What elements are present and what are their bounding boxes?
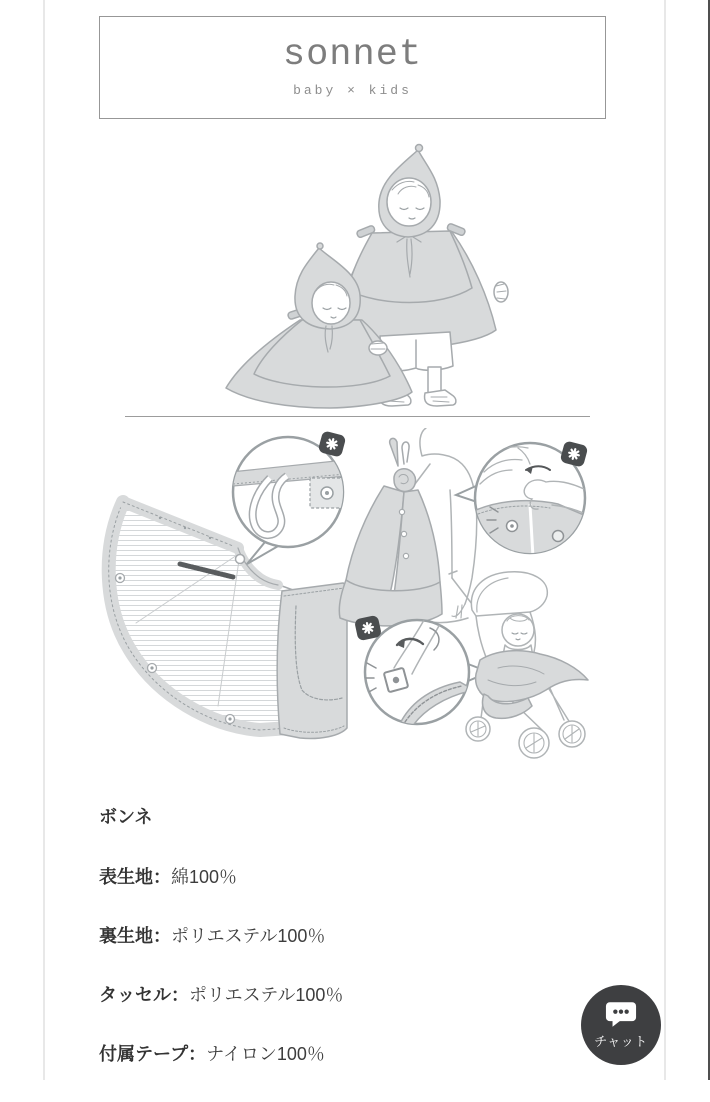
person-with-bag (339, 428, 477, 626)
cape-usage-diagram (100, 428, 610, 788)
spec-row-tassel (99, 984, 343, 1006)
spec-separator: ： (153, 867, 171, 887)
spec-label: 表生地 (99, 867, 153, 887)
spec-value: ポリエステル100％ (171, 926, 326, 946)
spec-row-outer-fabric (99, 866, 343, 888)
spec-value: 綿100％ (171, 867, 238, 887)
spec-value: ポリエステル100％ (189, 985, 344, 1005)
spec-label: タッセル (99, 985, 171, 1005)
strap-snap-callout (354, 615, 489, 730)
content-column-left-border (43, 0, 45, 1080)
spec-label: 付属テープ (99, 1044, 189, 1064)
product-name: ボンネ (99, 807, 153, 827)
spec-row-attached-tape (99, 1043, 343, 1065)
spec-value: ナイロン100％ (206, 1044, 325, 1064)
section-divider (125, 416, 590, 417)
brand-logo-box (99, 16, 606, 119)
speech-bubble-dots-icon (605, 1001, 637, 1028)
spec-row-lining-fabric (99, 925, 343, 947)
children-in-capes-illustration (110, 140, 590, 410)
content-column-right-border (664, 0, 666, 1080)
brand-name: sonnet (282, 34, 423, 76)
spec-separator: ： (171, 985, 189, 1005)
brand-tagline: baby × kids (293, 83, 412, 98)
chat-button-label: チャット (594, 1033, 648, 1049)
hero-illustration (110, 140, 590, 410)
usage-illustration (100, 428, 610, 788)
spec-separator: ： (188, 1044, 207, 1064)
loop-detail-callout (231, 430, 347, 564)
spec-separator: ： (153, 926, 171, 946)
chat-button[interactable] (581, 985, 661, 1065)
product-specs (99, 806, 343, 1102)
spec-label: 裏生地 (99, 926, 153, 946)
